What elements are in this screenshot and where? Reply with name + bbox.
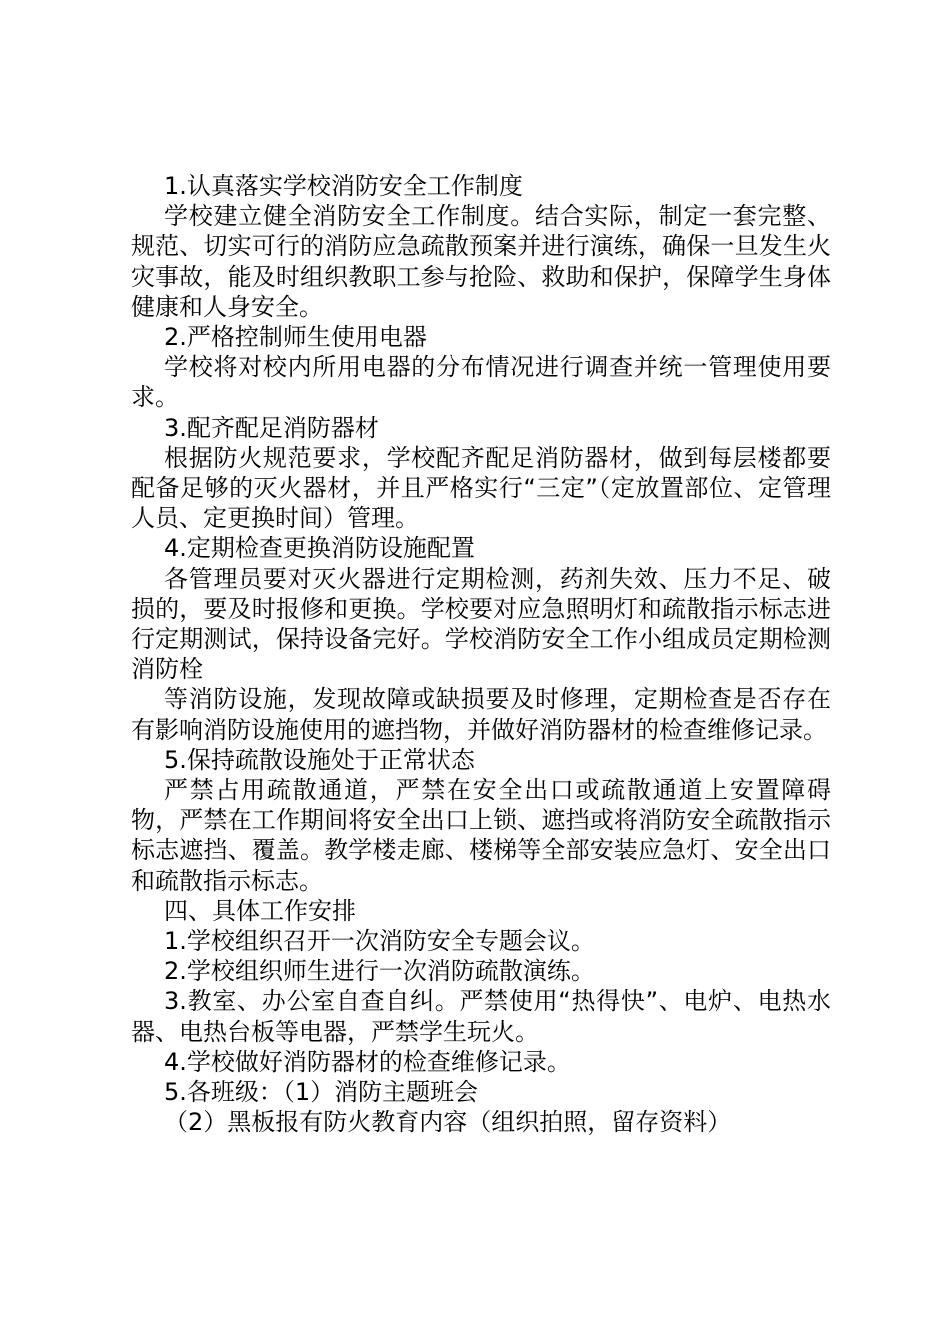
paragraph-3: 根据防火规范要求，学校配齐配足消防器材，做到每层楼都要配备足够的灭火器材，并且严格实行“三定”（定放置部位、定管理人员、定更换时间）管理。 xyxy=(131,443,831,533)
arrangement-item-3: 3.教室、办公室自查自纠。严禁使用“热得快”、电炉、电热水器、电热台板等电器，严禁学生玩火。 xyxy=(131,987,831,1046)
section-heading-1: 1.认真落实学校消防安全工作制度 xyxy=(164,172,523,200)
arrangement-item-4: 4.学校做好消防器材的检查维修记录。 xyxy=(164,1047,571,1076)
paragraph-1: 学校建立健全消防安全工作制度。结合实际，制定一套完整、规范、切实可行的消防应急疏散预案并进行演练，确保一旦发生火灾事故，能及时组织教职工参与抢险、救助和保护，保障学生身体健康和人身安全。 xyxy=(131,202,831,321)
paragraph-4b: 等消防设施，发现故障或缺损要及时修理，定期检查是否存在有影响消防设施使用的遮挡物，并做好消防器材的检查维修记录。 xyxy=(131,685,831,744)
arrangement-item-5-sub: （2）黑板报有防火教育内容（组织拍照，留存资料） xyxy=(164,1108,732,1137)
paragraph-5: 严禁占用疏散通道，严禁在安全出口或疏散通道上安置障碍物，严禁在工作期间将安全出口上锁、遮挡或将消防安全疏散指示标志遮挡、覆盖。教学楼走廊、楼梯等全部安装应急灯、安全出口和疏散指示标志。 xyxy=(131,776,831,895)
arrangement-item-5: 5.各班级：（1）消防主题班会 xyxy=(164,1078,479,1107)
document-body xyxy=(131,171,831,1138)
paragraph-2: 学校将对校内所用电器的分布情况进行调查并统一管理使用要求。 xyxy=(131,353,831,412)
section-heading-4: 4.定期检查更换消防设施配置 xyxy=(164,534,475,563)
section-heading-5: 5.保持疏散设施处于正常状态 xyxy=(164,745,475,774)
chapter-heading-arrangements: 四、具体工作安排 xyxy=(164,896,356,925)
arrangement-item-1: 1.学校组织召开一次消防安全专题会议。 xyxy=(164,927,595,956)
section-heading-3: 3.配齐配足消防器材 xyxy=(164,413,379,442)
section-heading-2: 2.严格控制师生使用电器 xyxy=(164,323,427,352)
paragraph-4a: 各管理员要对灭火器进行定期检测，药剂失效、压力不足、破损的，要及时报修和更换。学校要对应急照明灯和疏散指示标志进行定期测试，保持设备完好。学校消防安全工作小组成员定期检测消防栓 xyxy=(131,564,831,684)
arrangement-item-2: 2.学校组织师生进行一次消防疏散演练。 xyxy=(164,957,595,986)
